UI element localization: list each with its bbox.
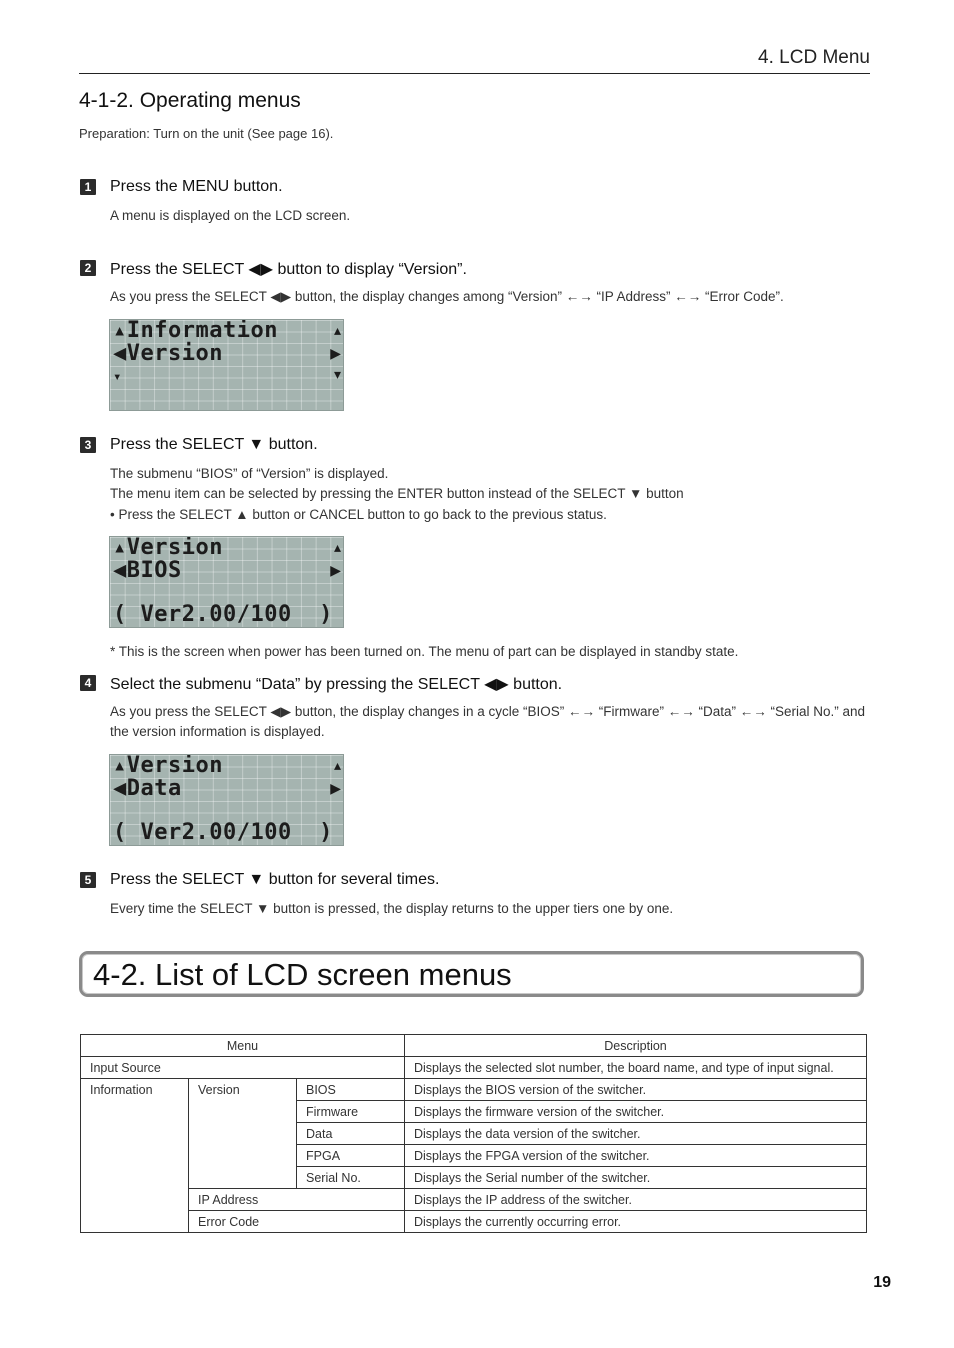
lcd-up-icon: ▴ [333, 323, 341, 339]
lcd-line-3: ( Ver2.00/100 ) [113, 820, 333, 845]
step-number-3: 3 [80, 437, 96, 453]
lcd-line-2: ◀Data [113, 776, 182, 801]
table-row [81, 1211, 867, 1233]
step-body-2: As you press the SELECT ◀▶ button, the display changes among “Version” ←→ “IP Address” ←→ “Error Code”. [110, 289, 784, 304]
cell-menu: BIOS [297, 1079, 405, 1101]
lcd-up-icon: ▴ [333, 540, 341, 556]
cell-menu: Input Source [81, 1057, 405, 1079]
preparation-note: Preparation: Turn on the unit (See page 16). [79, 126, 334, 141]
step-number-4: 4 [80, 675, 96, 691]
cell-description: Displays the data version of the switcher. [405, 1123, 867, 1145]
section-banner [79, 951, 864, 997]
footnote: * This is the screen when power has been turned on. The menu of part can be displayed in standby state. [110, 644, 739, 659]
step-body-1: A menu is displayed on the LCD screen. [110, 208, 351, 223]
cell-description: Displays the BIOS version of the switcher. [405, 1079, 867, 1101]
lcd-screen-version-data [109, 754, 344, 846]
lcd-screen-version-bios [109, 536, 344, 628]
step-title-3: Press the SELECT ▼ button. [110, 436, 318, 453]
cell-menu: Data [297, 1123, 405, 1145]
lcd-up-icon: ▴ [333, 758, 341, 774]
cell-menu: Serial No. [297, 1167, 405, 1189]
step-title-1: Press the MENU button. [110, 178, 283, 195]
cell-menu: IP Address [189, 1189, 405, 1211]
lcd-right-icon: ▶ [330, 563, 341, 579]
header-description: Description [405, 1035, 867, 1057]
cell-description: Displays the firmware version of the switcher. [405, 1101, 867, 1123]
lcd-right-icon: ▶ [330, 781, 341, 797]
step-number-2: 2 [80, 260, 96, 276]
step-number-1: 1 [80, 179, 96, 195]
banner-title: 4-2. List of LCD screen menus [93, 957, 512, 992]
step-title-4: Select the submenu “Data” by pressing the SELECT ◀▶ button. [110, 676, 563, 693]
lcd-line-2: ◀BIOS [113, 558, 182, 583]
step-body-3a: The submenu “BIOS” of “Version” is displayed. [110, 466, 389, 481]
lcd-menu-table [80, 1034, 867, 1233]
section-title: 4-1-2. Operating menus [79, 89, 301, 112]
step-body-4: As you press the SELECT ◀▶ button, the display changes in a cycle “BIOS” ←→ “Firmware” ←→ “Data” ←→ “Serial No.” and the version information is displayed. [110, 704, 866, 739]
cell-version: Version [189, 1079, 297, 1189]
page-number: 19 [873, 1274, 891, 1291]
cell-information: Information [81, 1079, 189, 1233]
header-menu: Menu [81, 1035, 405, 1057]
lcd-line-2: ◀Version [113, 341, 223, 366]
lcd-down-icon: ▾ [333, 367, 341, 383]
header-rule [79, 73, 870, 74]
cell-menu: Error Code [189, 1211, 405, 1233]
step-number-5: 5 [80, 872, 96, 888]
step-body-3b: The menu item can be selected by pressing the ENTER button instead of the SELECT ▼ button [110, 486, 684, 501]
lcd-line-1: ▴Version [113, 536, 223, 560]
lcd-line-1: ▴Information [113, 319, 278, 343]
cell-menu: FPGA [297, 1145, 405, 1167]
cell-menu: Firmware [297, 1101, 405, 1123]
step-title-5: Press the SELECT ▼ button for several times. [110, 871, 440, 888]
cell-description: Displays the IP address of the switcher. [405, 1189, 867, 1211]
lcd-screen-information [109, 319, 344, 411]
table-header-row [81, 1035, 867, 1057]
step-title-2: Press the SELECT ◀▶ button to display “Version”. [110, 261, 467, 278]
lcd-right-icon: ▶ [330, 346, 341, 362]
chapter-heading: 4. LCD Menu [758, 47, 870, 68]
lcd-line-3: ( Ver2.00/100 ) [113, 602, 333, 627]
cell-description: Displays the Serial number of the switcher. [405, 1167, 867, 1189]
table-row [81, 1189, 867, 1211]
cell-description: Displays the selected slot number, the board name, and type of input signal. [405, 1057, 867, 1079]
table-row [81, 1057, 867, 1079]
table-row [81, 1079, 867, 1101]
lcd-down-left-icon: ▾ [113, 369, 122, 385]
step-body-3c: • Press the SELECT ▲ button or CANCEL button to go back to the previous status. [110, 507, 607, 522]
step-body-5: Every time the SELECT ▼ button is pressed, the display returns to the upper tiers one by one. [110, 901, 674, 916]
lcd-line-1: ▴Version [113, 754, 223, 778]
cell-description: Displays the FPGA version of the switcher. [405, 1145, 867, 1167]
cell-description: Displays the currently occurring error. [405, 1211, 867, 1233]
